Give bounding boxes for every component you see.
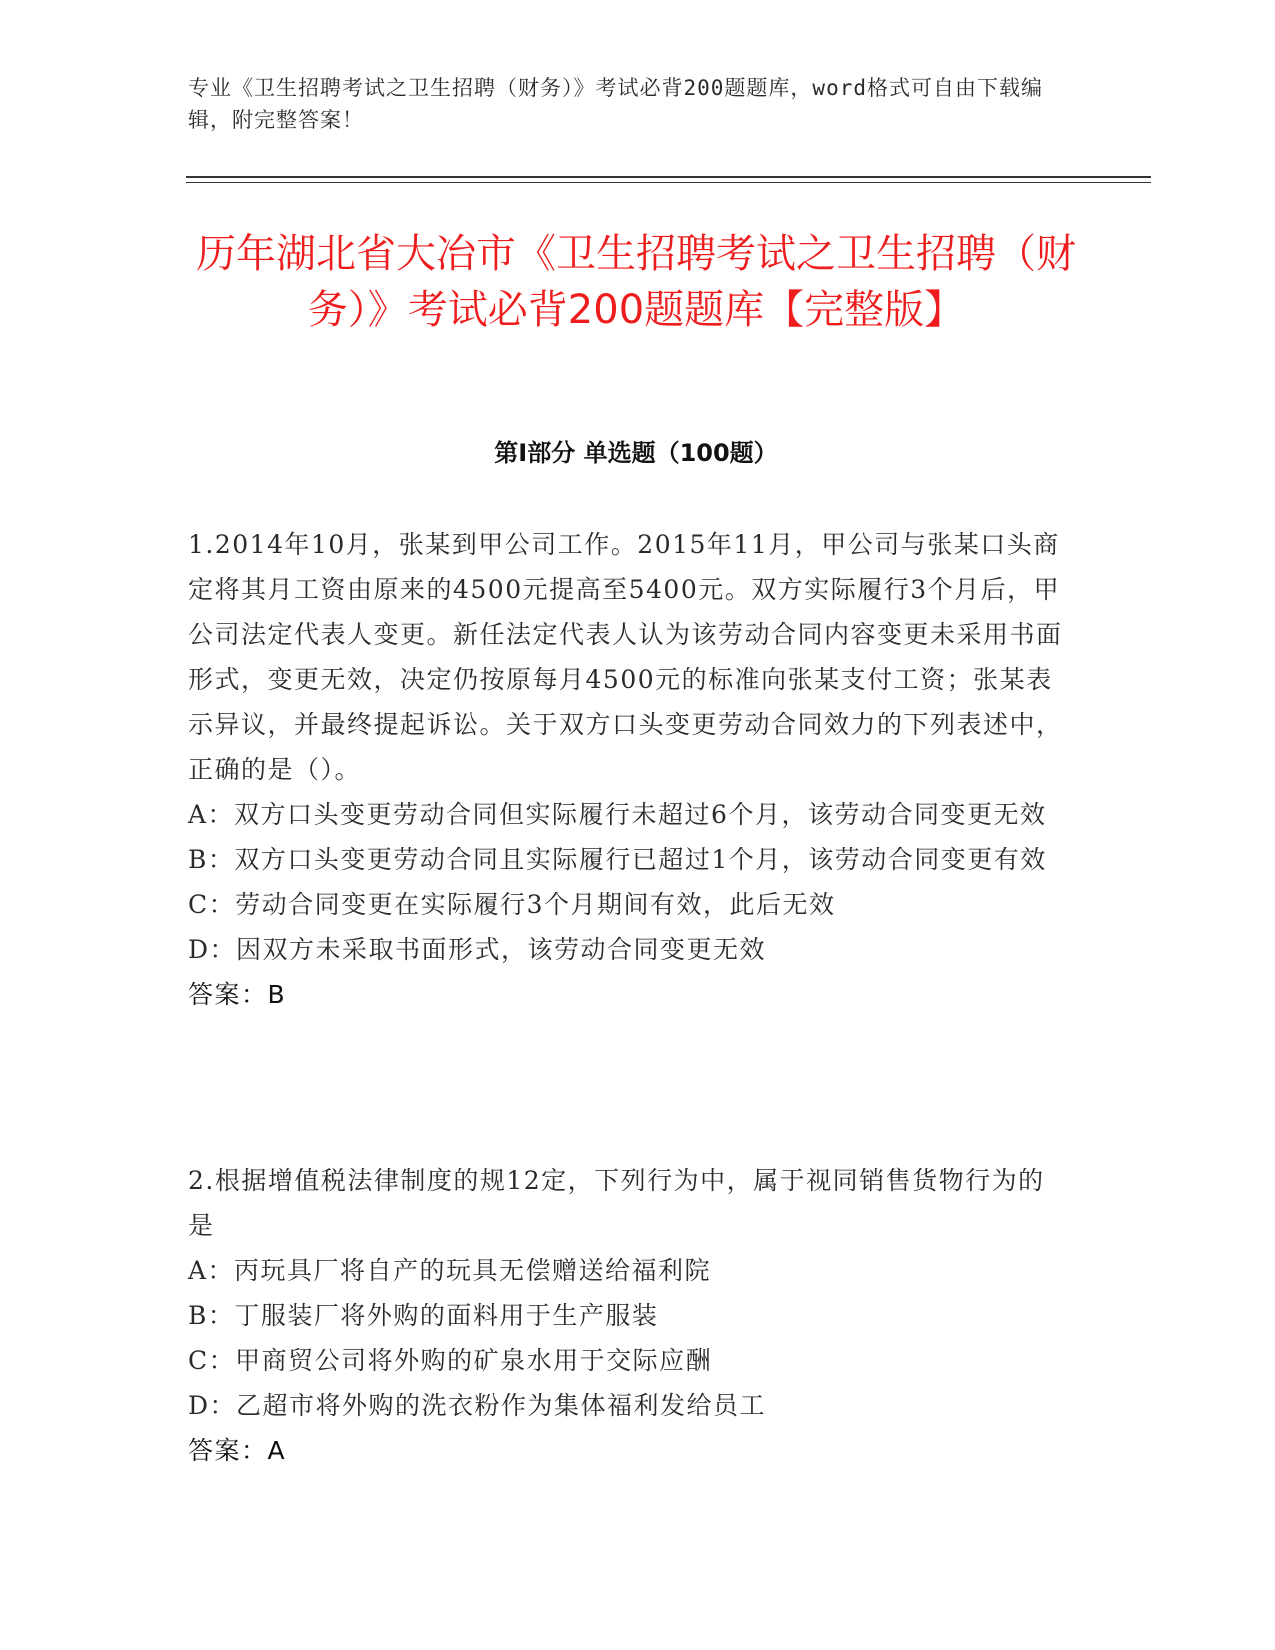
- option-c: C：劳动合同变更在实际履行3个月期间有效，此后无效: [188, 890, 836, 919]
- option-c: C：甲商贸公司将外购的矿泉水用于交际应酬: [188, 1346, 713, 1375]
- header-divider-thin: [186, 182, 1151, 183]
- option-d: D：因双方未采取书面形式，该劳动合同变更无效: [188, 935, 767, 964]
- header-divider-thick: [186, 176, 1151, 178]
- question-2: [188, 1158, 1068, 1473]
- option-a: A：双方口头变更劳动合同但实际履行未超过6个月，该劳动合同变更无效: [188, 800, 1047, 829]
- option-b: B：双方口头变更劳动合同且实际履行已超过1个月，该劳动合同变更有效: [188, 845, 1047, 874]
- answer: 答案：A: [188, 1436, 287, 1465]
- option-a: A：丙玩具厂将自产的玩具无偿赠送给福利院: [188, 1256, 712, 1285]
- question-stem: 2.根据增值税法律制度的规12定，下列行为中，属于视同销售货物行为的是: [188, 1166, 1045, 1240]
- option-b: B：丁服装厂将外购的面料用于生产服装: [188, 1301, 659, 1330]
- section-title: 第I部分 单选题（100题）: [494, 439, 778, 467]
- document-title: 历年湖北省大冶市《卫生招聘考试之卫生招聘（财务）》考试必背200题题库【完整版】: [196, 231, 1076, 333]
- question-1: [188, 522, 1068, 1017]
- answer: 答案：B: [188, 980, 287, 1009]
- header-note: 专业《卫生招聘考试之卫生招聘（财务）》考试必背200题题库，word格式可自由下载编辑，附完整答案！: [188, 76, 1043, 132]
- option-d: D：乙超市将外购的洗衣粉作为集体福利发给员工: [188, 1391, 767, 1420]
- question-stem: 1.2014年10月，张某到甲公司工作。2015年11月，甲公司与张某口头商定将其月工资由原来的4500元提高至5400元。双方实际履行3个月后，甲公司法定代表人变更。新任法定代表人认为该劳动合同内容变更未采用书面形式，变更无效，决定仍按原每月4500元的标准向张某支付工资；张某表示异议，并最终提起诉讼。关于双方口头变更劳动合同效力的下列表述中，正确的是（）。: [188, 530, 1063, 784]
